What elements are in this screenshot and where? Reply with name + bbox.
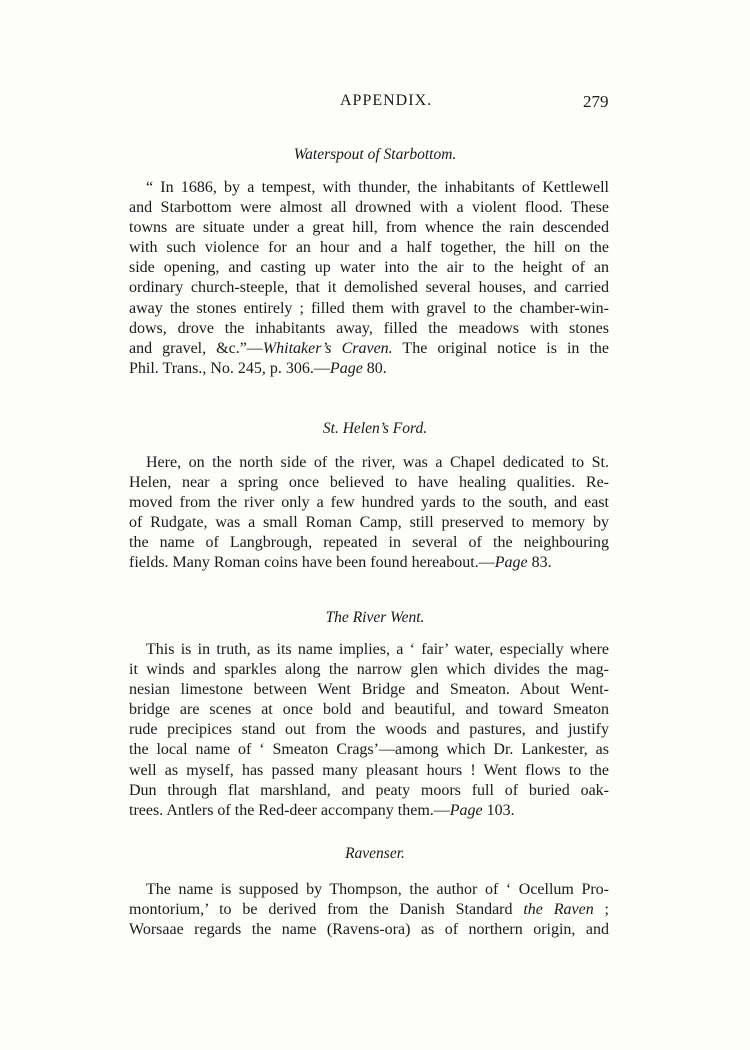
text-line: well as myself, has passed many pleasant hours ! Went flows to the <box>129 761 609 779</box>
paragraph-ravenser <box>129 880 609 940</box>
text-line: side opening, and casting up water into the air to the height of an <box>129 259 609 277</box>
text-line: it winds and sparkles along the narrow glen which divides the mag- <box>129 661 609 679</box>
text-line: ordinary church-steeple, that it demolished several houses, and carried <box>129 279 609 297</box>
section-heading-ravenser: Ravenser. <box>345 845 405 862</box>
text-line: Phil. Trans., No. 245, p. 306.—Page 80. <box>129 359 387 377</box>
text-line: The name is supposed by Thompson, the author of ‘ Ocellum Pro- <box>146 881 609 898</box>
text-line: the local name of ‘ Smeaton Crags’—among which Dr. Lankester, as <box>129 741 609 759</box>
paragraph-river-went <box>129 640 609 821</box>
running-title: APPENDIX. <box>340 92 433 109</box>
text-line: moved from the river only a few hundred yards to the south, and east <box>129 494 609 512</box>
text-line: Helen, near a spring once believed to have healing qualities. Re- <box>129 474 609 492</box>
section-heading-river-went: The River Went. <box>325 609 425 626</box>
text-line: rude precipices stand out from the woods and pastures, and justify <box>129 721 609 739</box>
text-line: fields. Many Roman coins have been found hereabout.—Page 83. <box>129 554 552 572</box>
page-number: 279 <box>583 92 609 111</box>
text-line: Worsaae regards the name (Ravens-ora) as of northern origin, and <box>129 921 609 939</box>
text-line: “ In 1686, by a tempest, with thunder, the inhabitants of Kettlewell <box>146 179 609 196</box>
running-head <box>0 92 750 116</box>
section-heading-waterspout: Waterspout of Starbottom. <box>293 146 457 163</box>
text-line: and Starbottom were almost all drowned with a violent flood. These <box>129 199 609 217</box>
text-line: bridge are scenes at once bold and beautiful, and toward Smeaton <box>129 701 609 719</box>
text-line: away the stones entirely ; filled them with gravel to the chamber-win- <box>129 299 609 317</box>
text-line: the name of Langbrough, repeated in several of the neighbouring <box>129 534 609 552</box>
section-heading-st-helens-ford: St. Helen’s Ford. <box>322 420 428 437</box>
text-line: and gravel, &c.”—Whitaker’s Craven. The original notice is in the <box>129 339 609 357</box>
text-line: This is in truth, as its name implies, a ‘ fair’ water, especially where <box>146 641 609 658</box>
text-line: of Rudgate, was a small Roman Camp, still preserved to memory by <box>129 514 609 532</box>
text-line: montorium,’ to be derived from the Danish Standard the Raven ; <box>129 901 610 919</box>
text-line: trees. Antlers of the Red-deer accompany them.—Page 103. <box>129 801 515 819</box>
text-line: dows, drove the inhabitants away, filled the meadows with stones <box>129 319 609 337</box>
paragraph-st-helens-ford <box>129 453 609 574</box>
paragraph-waterspout <box>129 178 609 379</box>
text-line: towns are situate under a great hill, from whence the rain descended <box>129 219 609 237</box>
text-line: Dun through flat marshland, and peaty moors full of buried oak- <box>129 781 609 799</box>
text-line: nesian limestone between Went Bridge and Smeaton. About Went- <box>129 681 609 699</box>
text-line: Here, on the north side of the river, was a Chapel dedicated to St. <box>146 454 609 471</box>
text-line: with such violence for an hour and a half together, the hill on the <box>129 239 609 257</box>
